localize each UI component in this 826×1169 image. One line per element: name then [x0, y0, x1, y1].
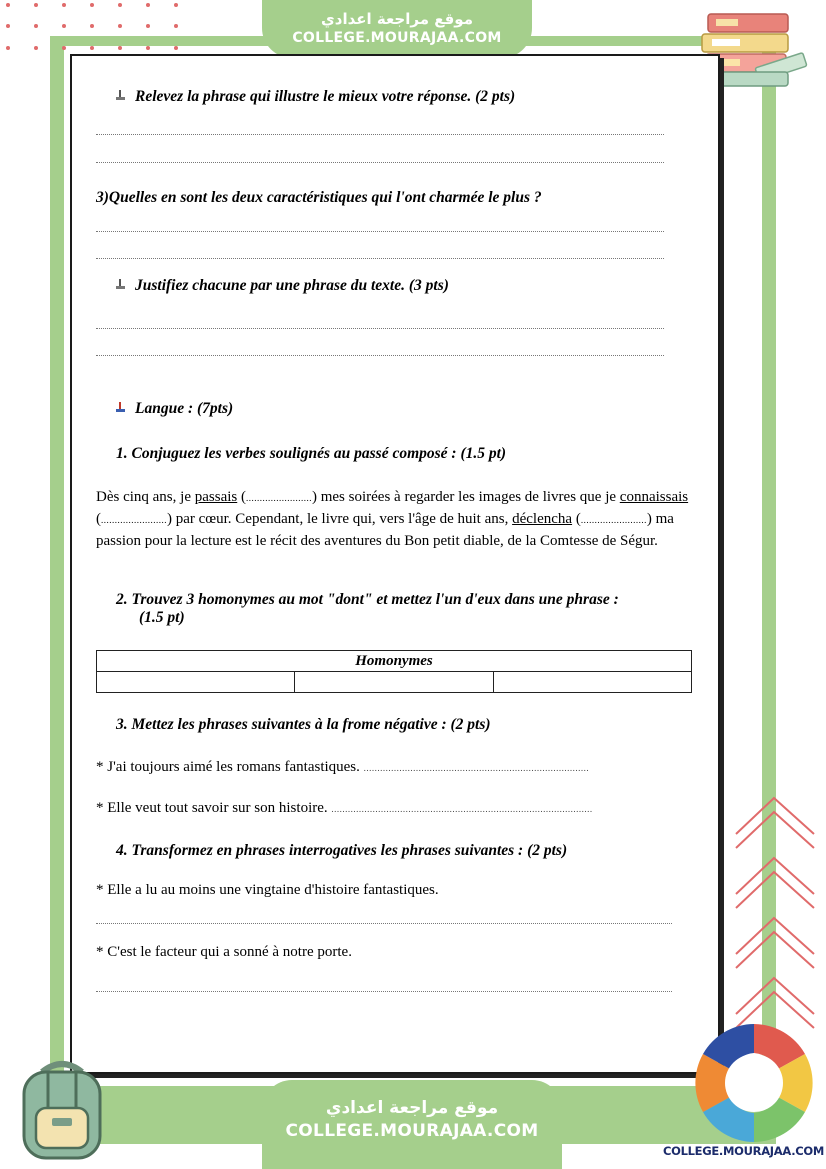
table-header: Homonymes [97, 651, 692, 672]
answer-line[interactable] [96, 991, 672, 992]
section-langue-title: Langue : (7pts) [116, 400, 233, 418]
question-justifiez: Justifiez chacune par une phrase du texte. (3 pts) [116, 277, 449, 295]
answer-line[interactable] [96, 231, 664, 232]
table-cell[interactable] [493, 672, 692, 693]
site-arabic-name: موقع مراجعة اعدادي [325, 1098, 499, 1118]
answer-line[interactable] [96, 923, 672, 924]
exercise-1-text: Dès cinq ans, je passais (........................) mes soirées à regarder les images de livres que je connaissais (........................) par cœur. Cependant, le livre qui, vers l'âge de huit ans, déclencha (........................) ma passion pour la lecture est le récit des aventures du Bon petit diable, de la Comtesse de Ségur. [96, 489, 689, 549]
school-subjects-wheel-icon [694, 1024, 814, 1142]
question-relevez: Relevez la phrase qui illustre le mieux votre réponse. (2 pts) [116, 88, 515, 106]
exercise-4-sentence-2: * C'est le facteur qui a sonné à notre porte. [96, 944, 352, 960]
answer-blank[interactable]: ............................................................................................... [331, 804, 593, 814]
exercise-3-sentence-2: * Elle veut tout savoir sur son histoire. ............................................................................................... [96, 800, 593, 816]
list-bullet-icon [116, 404, 125, 413]
answer-line[interactable] [96, 328, 664, 329]
table-cell[interactable] [97, 672, 295, 693]
exercise-3-sentence-1: * J'ai toujours aimé les romans fantastiques. .................................................................................. [96, 759, 590, 775]
backpack-icon [12, 1058, 112, 1162]
list-bullet-icon [116, 92, 125, 101]
question-3: 3)Quelles en sont les deux caractéristiques qui l'ont charmée le plus ? [96, 189, 542, 206]
underlined-verb: connaissais [619, 489, 689, 505]
list-bullet-icon [116, 281, 125, 290]
homonymes-table [96, 650, 692, 693]
answer-line[interactable] [96, 258, 664, 259]
answer-blank[interactable]: ........................ [580, 515, 647, 525]
underlined-verb: déclencha [512, 511, 573, 527]
exam-sheet [70, 54, 720, 1074]
answer-line[interactable] [96, 162, 664, 163]
site-url[interactable]: COLLEGE.MOURAJAA.COM [292, 30, 502, 46]
table-cell[interactable] [295, 672, 493, 693]
answer-blank[interactable]: ........................ [245, 493, 312, 503]
site-arabic-name: موقع مراجعة اعدادي [321, 10, 473, 28]
exercise-2-title: 2. Trouvez 3 homonymes au mot "dont" et mettez l'un d'eux dans une phrase : (1.5 pt) [116, 591, 619, 626]
answer-blank[interactable]: .................................................................................. [363, 763, 590, 773]
underlined-verb: passais [194, 489, 238, 505]
answer-line[interactable] [96, 355, 664, 356]
exercise-4-sentence-1: * Elle a lu au moins une vingtaine d'histoire fantastiques. [96, 882, 439, 898]
exercise-3-title: 3. Mettez les phrases suivantes à la frome négative : (2 pts) [116, 716, 491, 733]
site-banner-top[interactable] [262, 0, 532, 58]
exercise-4-title: 4. Transformez en phrases interrogatives les phrases suivantes : (2 pts) [116, 842, 568, 859]
chevron-up-icon [730, 790, 820, 1030]
answer-blank[interactable]: ........................ [101, 515, 167, 525]
answer-line[interactable] [96, 134, 664, 135]
brand-footer-text: COLLEGE.MOURAJAA.COM [663, 1144, 825, 1158]
site-url[interactable]: COLLEGE.MOURAJAA.COM [285, 1121, 539, 1141]
site-banner-bottom[interactable] [262, 1080, 562, 1169]
exercise-1-title: 1. Conjuguez les verbes soulignés au passé composé : (1.5 pt) [116, 445, 507, 462]
